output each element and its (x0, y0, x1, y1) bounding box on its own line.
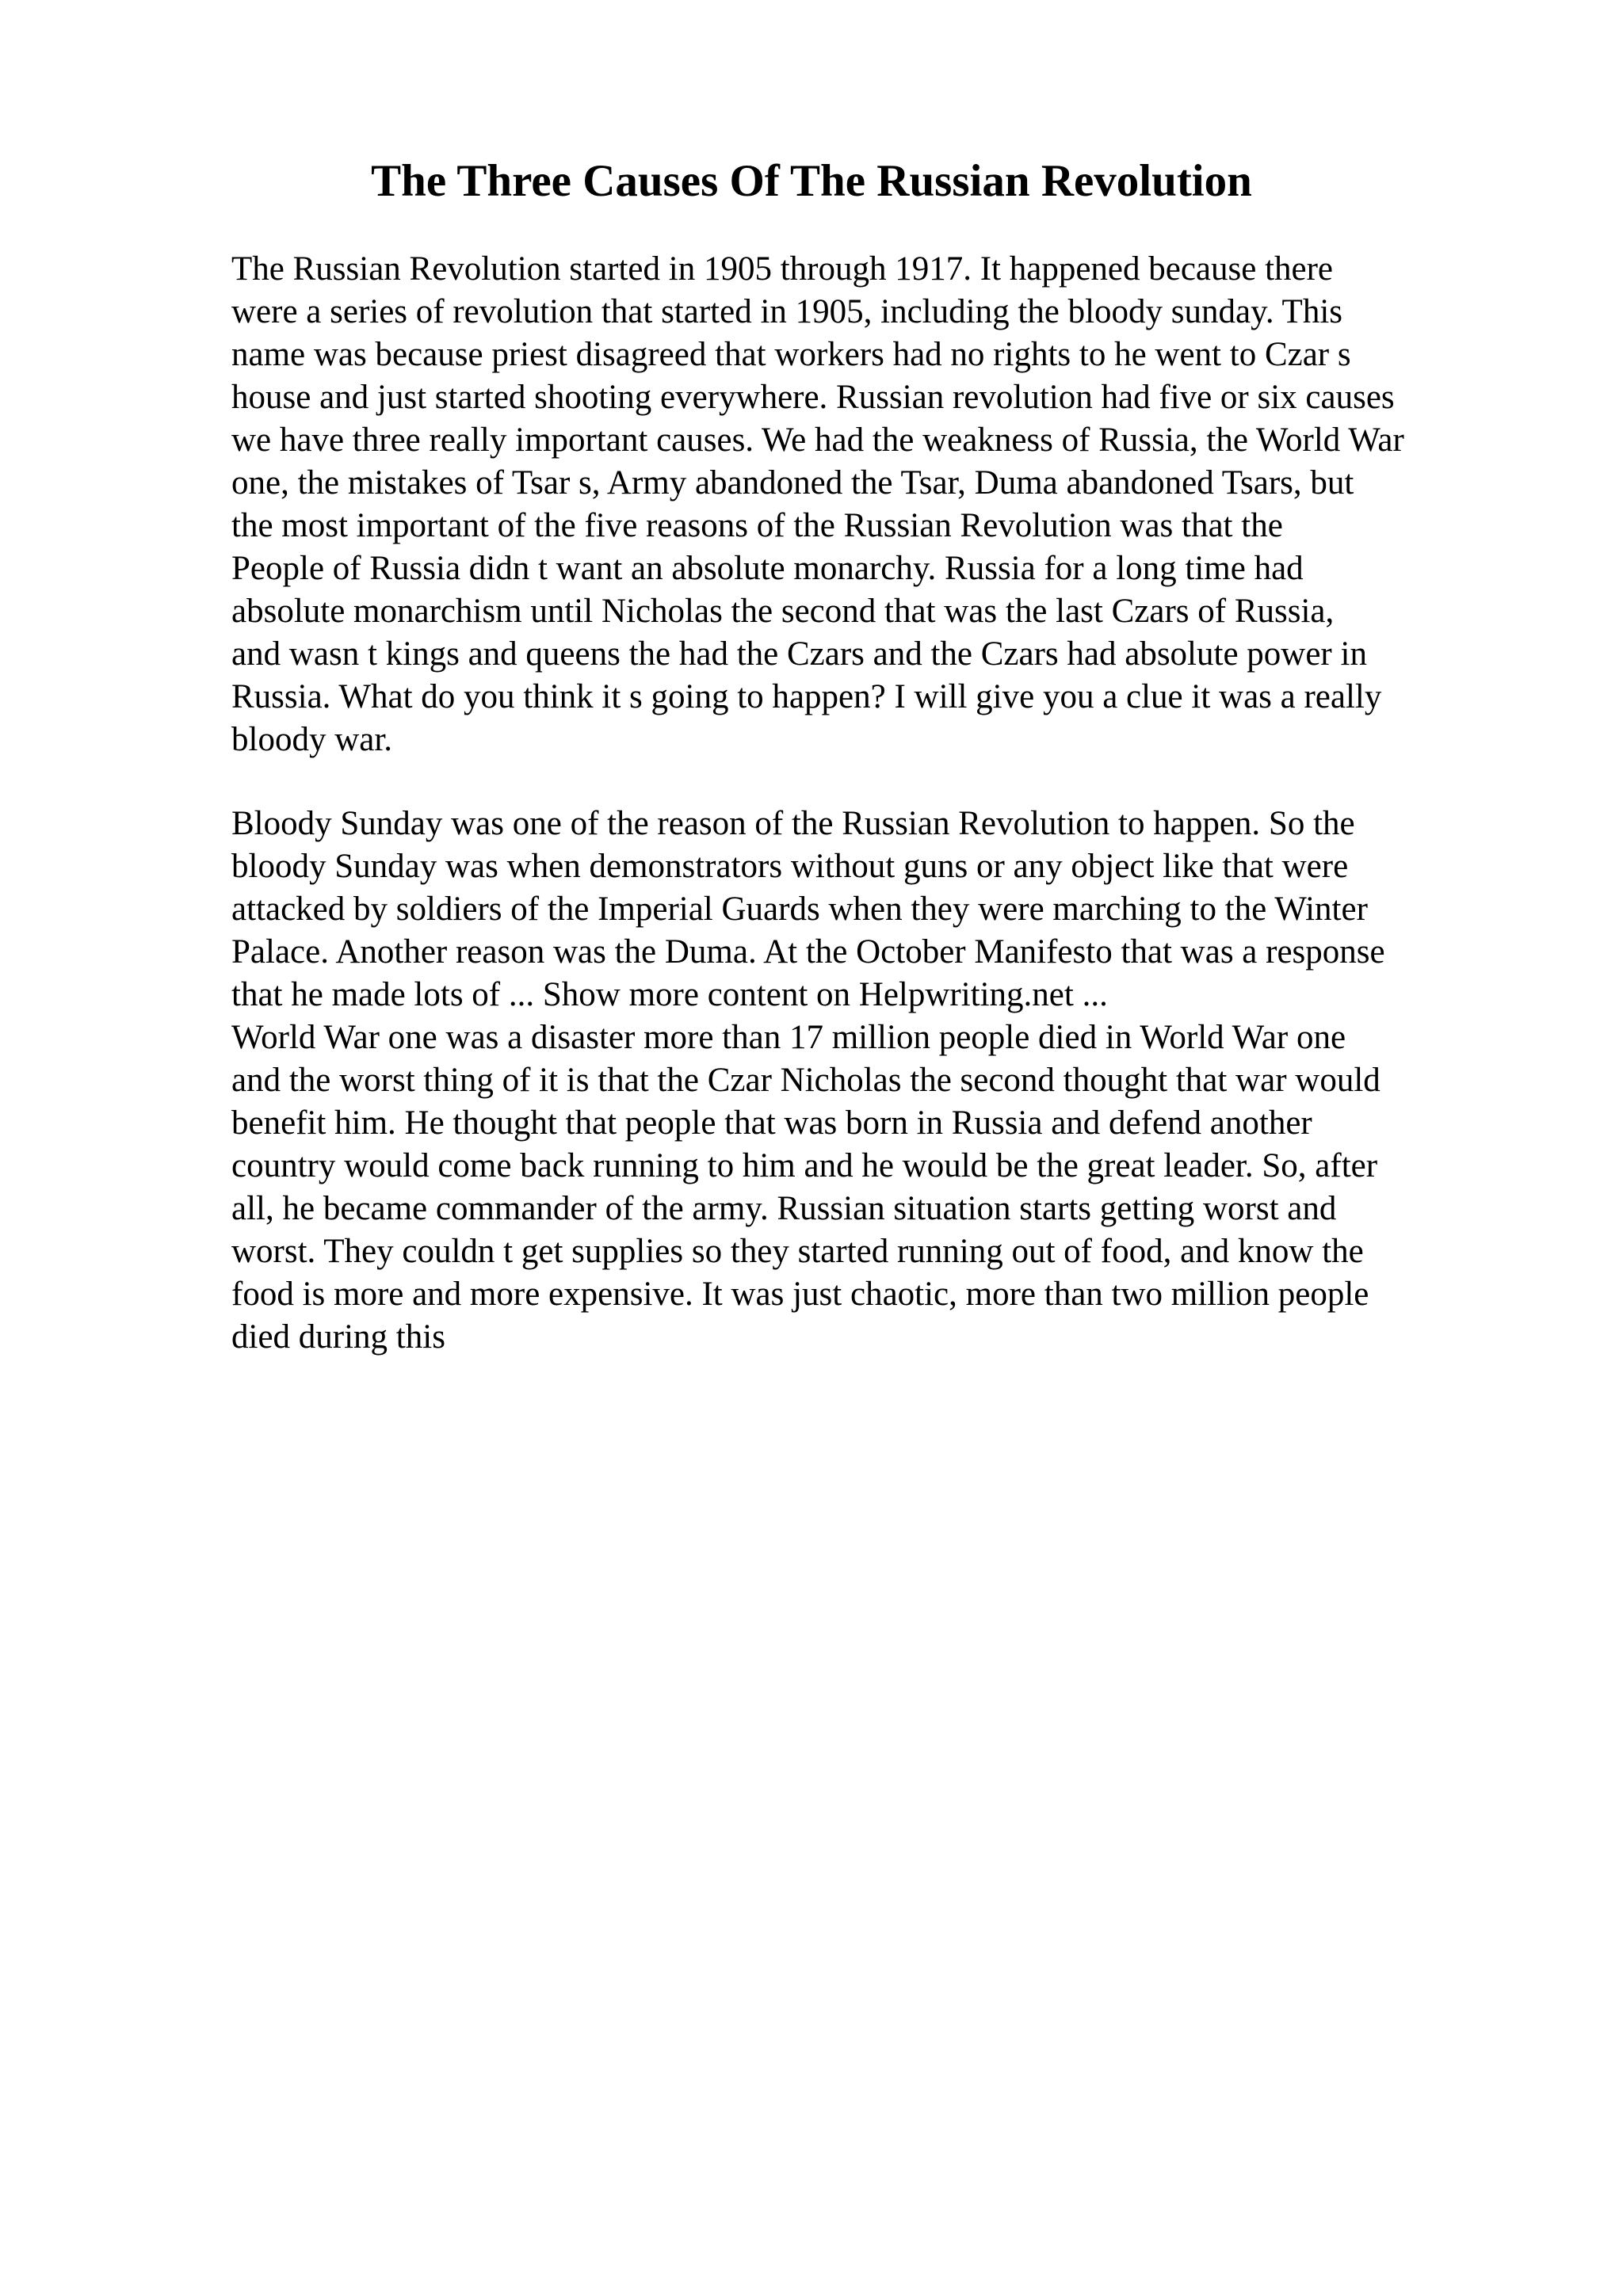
text-line: house and just started shooting everywhere. Russian revolution had five or six causes (231, 379, 1395, 416)
text-line: bloody war. (231, 721, 393, 758)
text-line: The Russian Revolution started in 1905 through 1917. It happened because there (231, 250, 1334, 288)
text-line: Palace. Another reason was the Duma. At the October Manifesto that was a response (231, 933, 1385, 971)
text-line: absolute monarchism until Nicholas the second that was the last Czars of Russia, (231, 593, 1335, 630)
text-line: we have three really important causes. We had the weakness of Russia, the World War (231, 421, 1404, 459)
text-line: and wasn t kings and queens the had the Czars and the Czars had absolute power in (231, 635, 1367, 673)
text-line: Bloody Sunday was one of the reason of the Russian Revolution to happen. So the (231, 805, 1355, 842)
text-line: that he made lots of ... Show more content on Helpwriting.net ... (231, 976, 1108, 1013)
text-line: were a series of revolution that started in 1905, including the bloody sunday. This (231, 293, 1342, 330)
text-line: People of Russia didn t want an absolute monarchy. Russia for a long time had (231, 550, 1304, 587)
document-title: The Three Causes Of The Russian Revolution (371, 156, 1252, 206)
text-line: food is more and more expensive. It was just chaotic, more than two million people (231, 1276, 1369, 1313)
text-line: worst. They couldn t get supplies so they started running out of food, and know the (231, 1233, 1364, 1270)
text-line: the most important of the five reasons of the Russian Revolution was that the (231, 507, 1283, 544)
paragraph-2 (231, 803, 1531, 1016)
text-line: World War one was a disaster more than 17 million people died in World War one (231, 1019, 1346, 1056)
text-line: country would come back running to him and he would be the great leader. So, after (231, 1147, 1378, 1184)
text-line: Russia. What do you think it s going to happen? I will give you a clue it was a really (231, 678, 1382, 715)
text-line: name was because priest disagreed that workers had no rights to he went to Czar s (231, 336, 1351, 373)
text-line: one, the mistakes of Tsar s, Army abandoned the Tsar, Duma abandoned Tsars, but (231, 464, 1354, 502)
paragraph-3 (231, 1016, 1531, 1359)
text-line: and the worst thing of it is that the Czar Nicholas the second thought that war would (231, 1062, 1381, 1099)
text-line: attacked by soldiers of the Imperial Guards when they were marching to the Winter (231, 891, 1368, 928)
text-line: bloody Sunday was when demonstrators without guns or any object like that were (231, 848, 1349, 885)
text-line: all, he became commander of the army. Russian situation starts getting worst and (231, 1190, 1337, 1227)
paragraph-1 (231, 248, 1531, 761)
text-line: benefit him. He thought that people that was born in Russia and defend another (231, 1104, 1312, 1142)
text-line: died during this (231, 1318, 445, 1356)
